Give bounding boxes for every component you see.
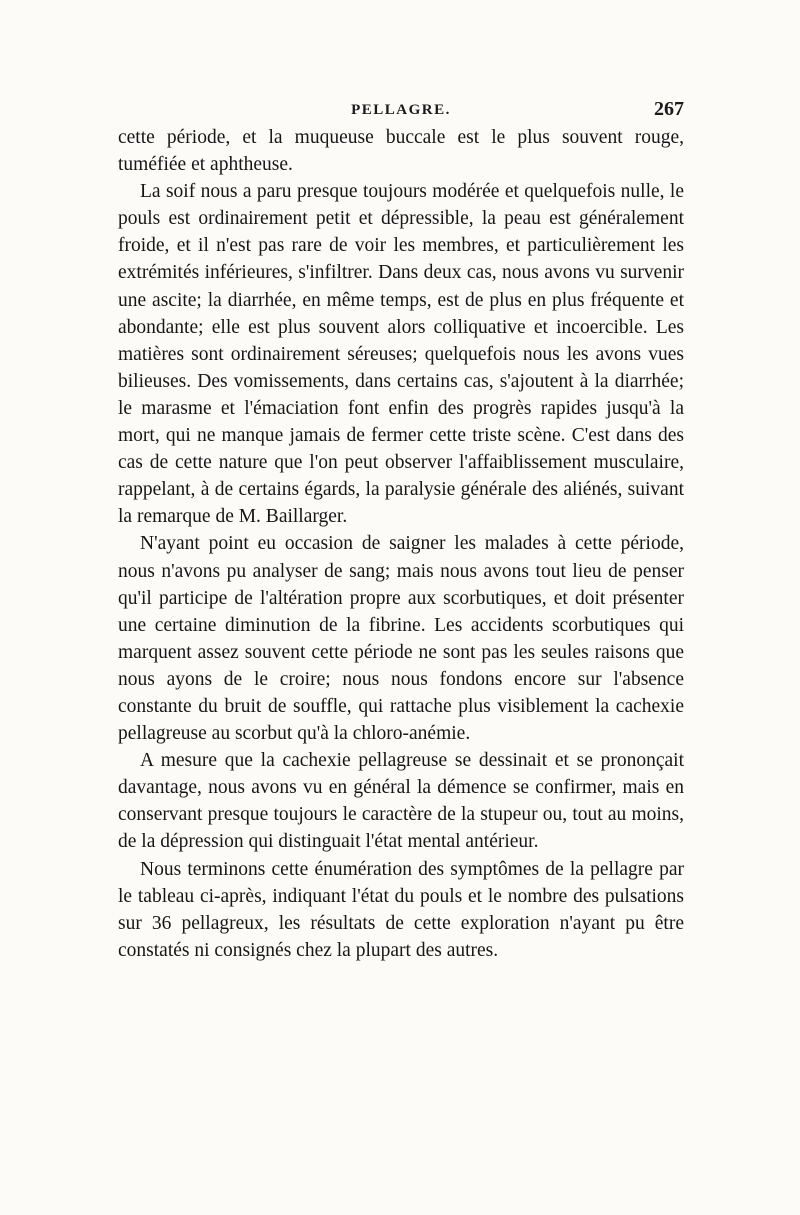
running-title: PELLAGRE. [351,102,451,118]
page-number: 267 [654,98,684,120]
paragraph-pulse-table-intro: Nous terminons cette énumération des symptômes de la pellagre par le tableau ci-après, indiquant l'état du pouls et le nombre des pulsations sur 36 pellagreux, les résultats de cette exploration n'ayant pu être constatés ni consignés chez la plupart des autres. [118,858,684,961]
paragraph-continuation: cette période, et la muqueuse buccale est le plus souvent rouge, tuméfiée et aphtheuse. [118,127,684,176]
running-head [118,98,684,124]
paragraph-thirst-pulse: La soif nous a paru presque toujours modérée et quelquefois nulle, le pouls est ordinairement petit et dépressible, la peau est généralement froide, et il n'est pas rare de voir les membres, et particulièrement les extrémités inférieures, s'infiltrer. Dans deux cas, nous avons vu survenir une ascite; la diarrhée, en même temps, est de plus en plus fréquente et abondante; elle est plus souvent alors colliquative et incoercible. Les matières sont ordinairement séreuses; quelquefois nous les avons vues bilieuses. Des vomissements, dans certains cas, s'ajoutent à la diarrhée; le marasme et l'émaciation font enfin des progrès rapides jusqu'à la mort, qui ne manque jamais de fermer cette triste scène. C'est dans des cas de cette nature que l'on peut observer l'affaiblissement musculaire, rappelant, à de certains égards, la paralysie générale des aliénés, suivant la remarque de M. Baillarger. [118,181,684,528]
body-text [118,124,684,964]
paragraph-blood: N'ayant point eu occasion de saigner les malades à cette période, nous n'avons pu analyser de sang; mais nous avons tout lieu de penser qu'il participe de l'altération propre aux scorbutiques, et doit présenter une certaine diminution de la fibrine. Les accidents scorbutiques qui marquent assez souvent cette période ne sont pas les seules raisons que nous ayons de le croire; nous nous fondons encore sur l'absence constante du bruit de souffle, qui rattache plus visiblement la cachexie pellagreuse au scorbut qu'à la chloro-anémie. [118,533,684,745]
paragraph-dementia: A mesure que la cachexie pellagreuse se dessinait et se prononçait davantage, nous avons vu en général la démence se confirmer, mais en conservant presque toujours le caractère de la stupeur ou, tout au moins, de la dépression qui distinguait l'état mental antérieur. [118,750,684,853]
